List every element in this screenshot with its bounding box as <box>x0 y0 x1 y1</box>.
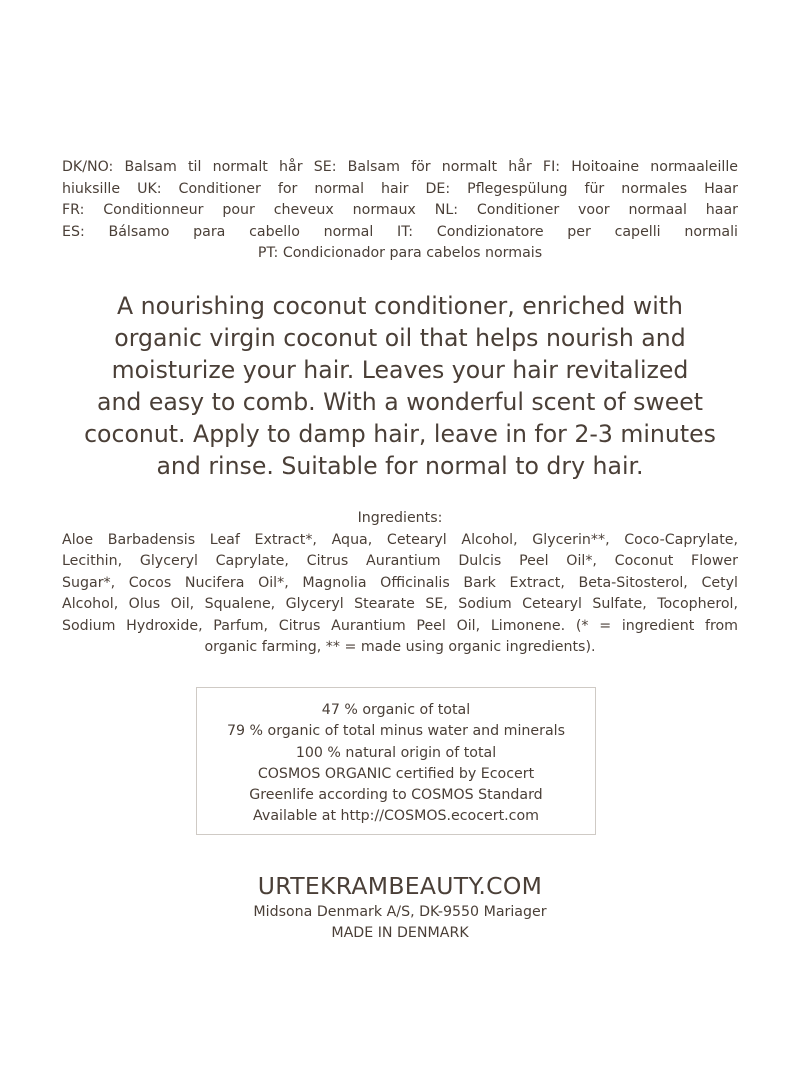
brand-website: URTEKRAMBEAUTY.COM <box>257 872 543 900</box>
translation-line: hiuksille UK: Conditioner for normal hair DE: Pflegespülung für normales Haar <box>62 180 738 197</box>
translation-line: FR: Conditionneur pour cheveux normaux NL: Conditioner voor normaal haar <box>62 202 738 218</box>
description-line: organic virgin coconut oil that helps nourish and <box>114 324 686 352</box>
ingredients-line: Sodium Hydroxide, Parfum, Citrus Aurantium Peel Oil, Limonene. (* = ingredient from <box>62 617 738 634</box>
company-address: Midsona Denmark A/S, DK-9550 Mariager <box>253 904 547 920</box>
translation-line: DK/NO: Balsam til normalt hår SE: Balsam för normalt hår FI: Hoitoaine normaaleille <box>62 159 738 175</box>
certification-line: 100 % natural origin of total <box>295 744 497 761</box>
ingredients-line: Aloe Barbadensis Leaf Extract*, Aqua, Cetearyl Alcohol, Glycerin**, Coco-Caprylate, <box>62 531 738 548</box>
ingredients-section <box>62 508 738 659</box>
description-line: coconut. Apply to damp hair, leave in for 2-3 minutes <box>84 420 716 448</box>
ingredients-line: organic farming, ** = made using organic ingredients). <box>204 639 596 655</box>
country-of-origin: MADE IN DENMARK <box>331 925 469 941</box>
description-line: moisturize your hair. Leaves your hair revitalized <box>111 356 689 384</box>
description-line: and easy to comb. With a wonderful scent of sweet <box>97 388 703 416</box>
certification-line: 79 % organic of total minus water and minerals <box>226 723 566 740</box>
description-line: and rinse. Suitable for normal to dry hair. <box>156 452 644 480</box>
product-name-translations <box>62 157 738 265</box>
translation-line: PT: Condicionador para cabelos normais <box>257 245 543 261</box>
product-description <box>52 290 748 482</box>
ingredients-heading: Ingredients: <box>357 510 443 526</box>
certification-line: Available at http://COSMOS.ecocert.com <box>253 808 539 825</box>
certification-line: Greenlife according to COSMOS Standard <box>249 787 543 804</box>
certification-line: COSMOS ORGANIC certified by Ecocert <box>257 765 535 782</box>
translation-line: ES: Bálsamo para cabello normal IT: Condizionatore per capelli normali <box>62 223 738 240</box>
label-footer <box>100 870 700 944</box>
ingredients-line: Lecithin, Glyceryl Caprylate, Citrus Aurantium Dulcis Peel Oil*, Coconut Flower <box>62 553 738 569</box>
ingredients-line: Sugar*, Cocos Nucifera Oil*, Magnolia Officinalis Bark Extract, Beta-Sitosterol, Cetyl <box>62 574 738 591</box>
certification-box <box>196 687 596 835</box>
certification-line: 47 % organic of total <box>321 702 471 718</box>
ingredients-line: Alcohol, Olus Oil, Squalene, Glyceryl Stearate SE, Sodium Cetearyl Sulfate, Tocopherol, <box>62 596 738 612</box>
description-line: A nourishing coconut conditioner, enriched with <box>117 292 683 320</box>
